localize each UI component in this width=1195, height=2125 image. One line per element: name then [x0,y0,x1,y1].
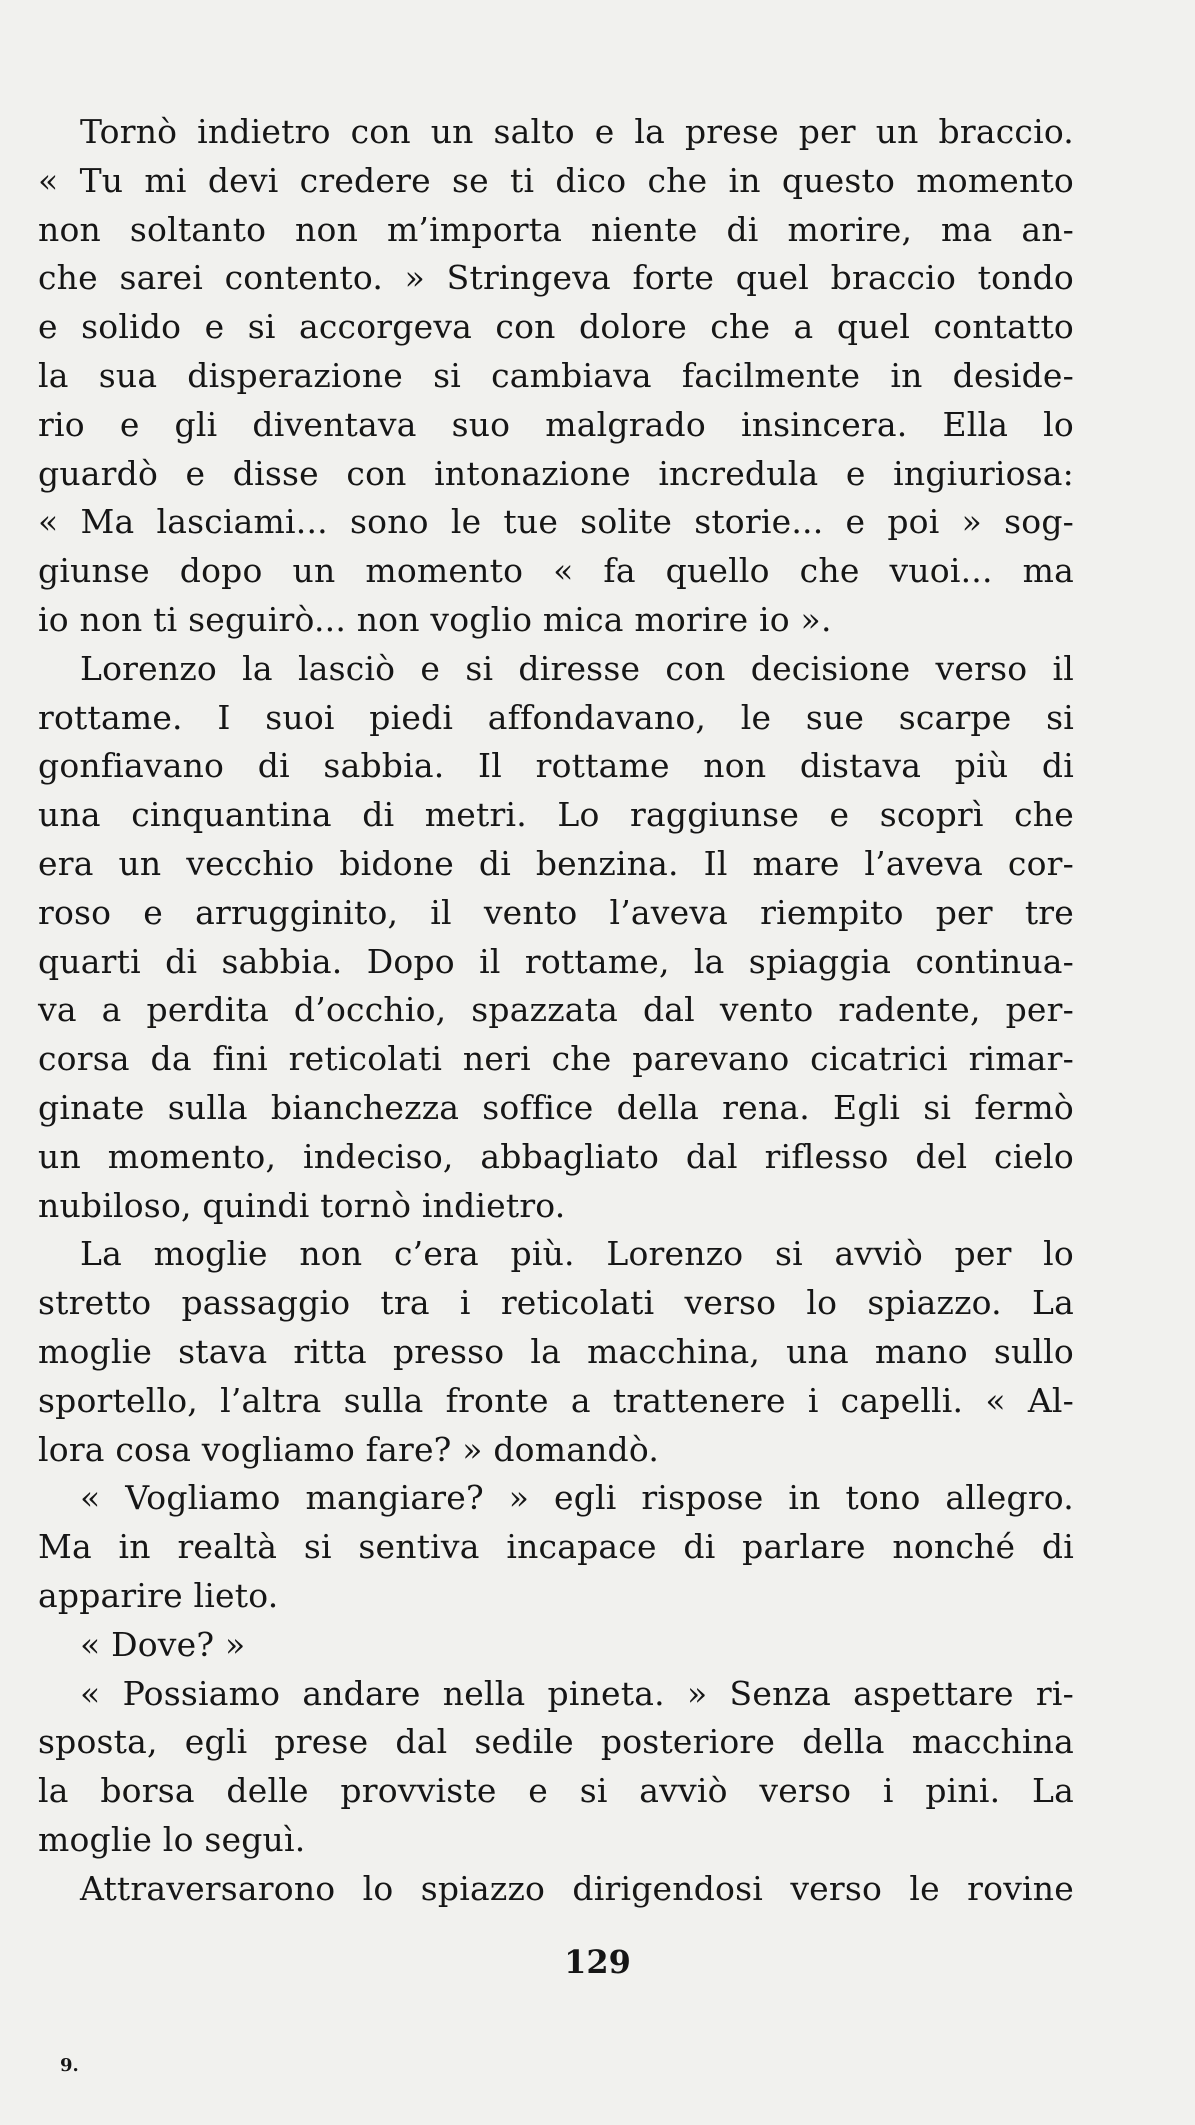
text-line: rio e gli diventava suo malgrado insincera. Ella lo [38,404,1074,444]
text-line: sportello, l’altra sulla fronte a trattenere i capelli. « Al- [38,1380,1074,1420]
text-line: « Possiamo andare nella pineta. » Senza aspettare ri- [80,1673,1074,1713]
text-line: guardò e disse con intonazione incredula e ingiuriosa: [38,453,1074,493]
text-line: va a perdita d’occhio, spazzata dal vento radente, per- [38,990,1074,1030]
text-line: io non ti seguirò... non voglio mica morire io ». [38,599,832,639]
text-line: e solido e si accorgeva con dolore che a quel contatto [38,307,1074,347]
text-line: una cinquantina di metri. Lo raggiunse e scoprì che [38,795,1074,835]
body-text [38,108,1074,1913]
text-line: non soltanto non m’importa niente di morire, ma an- [38,209,1074,249]
text-line: stretto passaggio tra i reticolati verso lo spiazzo. La [38,1283,1074,1323]
text-line: Lorenzo la lasciò e si diresse con decisione verso il [80,648,1074,688]
text-line: ginate sulla bianchezza soffice della rena. Egli si fermò [38,1087,1074,1127]
text-line: Ma in realtà si sentiva incapace di parlare nonché di [38,1527,1074,1567]
text-line: « Ma lasciami... sono le tue solite storie... e poi » sog- [38,502,1074,542]
text-line: lora cosa vogliamo fare? » domandò. [38,1429,660,1469]
text-line: un momento, indeciso, abbagliato dal riflesso del cielo [38,1136,1074,1176]
text-line: moglie lo seguì. [38,1819,306,1859]
text-line: giunse dopo un momento « fa quello che vuoi... ma [38,551,1074,591]
page-number: 129 [564,1943,631,1981]
text-line: La moglie non c’era più. Lorenzo si avviò per lo [80,1234,1074,1274]
text-line: moglie stava ritta presso la macchina, una mano sullo [38,1331,1074,1371]
text-line: la borsa delle provviste e si avviò verso i pini. La [38,1771,1074,1811]
text-line: era un vecchio bidone di benzina. Il mare l’aveva cor- [38,843,1074,883]
text-line: apparire lieto. [38,1575,279,1615]
text-line: « Vogliamo mangiare? » egli rispose in tono allegro. [80,1478,1074,1518]
text-line: « Dove? » [80,1624,246,1664]
text-line: che sarei contento. » Stringeva forte quel braccio tondo [38,258,1074,298]
text-line: la sua disperazione si cambiava facilmente in deside- [38,355,1074,395]
signature-mark: 9. [60,2055,79,2076]
text-line: Attraversarono lo spiazzo dirigendosi verso le rovine [80,1868,1074,1908]
text-line: roso e arrugginito, il vento l’aveva riempito per tre [38,892,1074,932]
text-line: sposta, egli prese dal sedile posteriore della macchina [38,1722,1074,1762]
text-line: rottame. I suoi piedi affondavano, le sue scarpe si [38,697,1074,737]
text-line: corsa da fini reticolati neri che parevano cicatrici rimar- [38,1039,1074,1079]
text-line: nubiloso, quindi tornò indietro. [38,1185,566,1225]
text-line: Tornò indietro con un salto e la prese per un braccio. [80,112,1074,151]
text-line: « Tu mi devi credere se ti dico che in questo momento [38,160,1074,200]
text-line: gonfiavano di sabbia. Il rottame non distava più di [38,746,1074,786]
text-line: quarti di sabbia. Dopo il rottame, la spiaggia continua- [38,941,1074,981]
